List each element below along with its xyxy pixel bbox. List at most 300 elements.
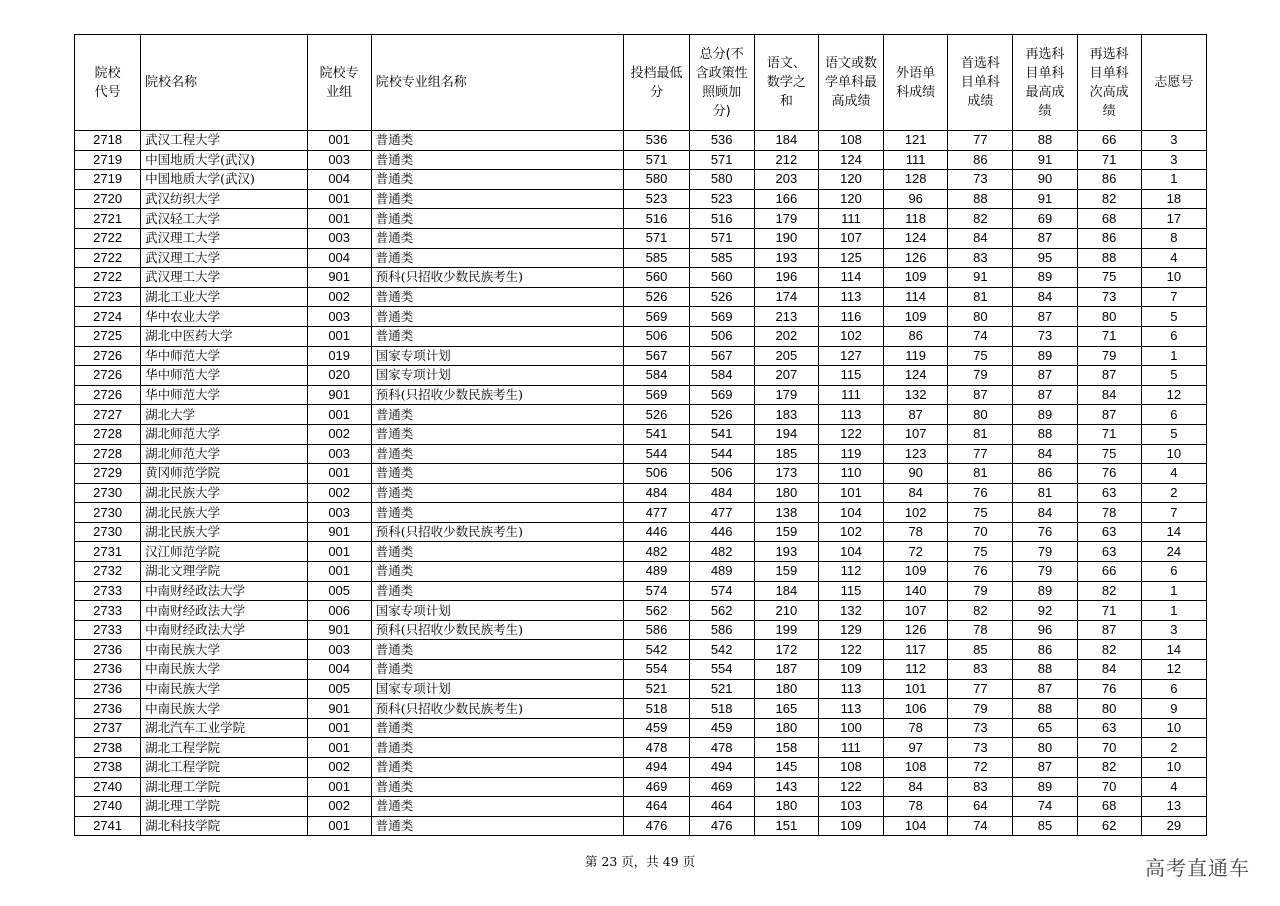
- cell-preference-number: 10: [1141, 758, 1206, 778]
- cell-foreign-language: 112: [884, 660, 948, 680]
- cell-group-code: 004: [307, 170, 371, 190]
- cell-first-choice-subject: 86: [948, 150, 1013, 170]
- cell-chinese-math-sum: 138: [754, 503, 818, 523]
- cell-total-score: 571: [689, 228, 754, 248]
- cell-preference-number: 10: [1141, 718, 1206, 738]
- cell-reselect-second: 82: [1077, 640, 1141, 660]
- table-row: [75, 287, 1207, 307]
- cell-school-code: 2733: [75, 620, 141, 640]
- cell-first-choice-subject: 70: [948, 522, 1013, 542]
- cell-group-code: 020: [307, 366, 371, 386]
- table-row: [75, 816, 1207, 836]
- cell-school-name: 华中师范大学: [141, 366, 307, 386]
- cell-school-name: 湖北师范大学: [141, 424, 307, 444]
- cell-min-score: 476: [624, 816, 689, 836]
- cell-foreign-language: 126: [884, 620, 948, 640]
- table-row: [75, 405, 1207, 425]
- cell-group-name: 国家专项计划: [371, 679, 624, 699]
- cell-max-single-subject: 119: [818, 444, 883, 464]
- cell-group-code: 002: [307, 758, 371, 778]
- cell-school-code: 2738: [75, 758, 141, 778]
- table-row: [75, 268, 1207, 288]
- cell-first-choice-subject: 85: [948, 640, 1013, 660]
- cell-school-code: 2723: [75, 287, 141, 307]
- cell-school-code: 2720: [75, 189, 141, 209]
- cell-max-single-subject: 109: [818, 660, 883, 680]
- cell-group-code: 001: [307, 131, 371, 151]
- cell-group-name: 普通类: [371, 562, 624, 582]
- cell-first-choice-subject: 81: [948, 464, 1013, 484]
- cell-school-name: 中南民族大学: [141, 679, 307, 699]
- cell-school-code: 2719: [75, 170, 141, 190]
- cell-total-score: 516: [689, 209, 754, 229]
- cell-min-score: 584: [624, 366, 689, 386]
- cell-school-name: 中国地质大学(武汉): [141, 170, 307, 190]
- cell-group-code: 001: [307, 405, 371, 425]
- cell-total-score: 585: [689, 248, 754, 268]
- cell-group-code: 001: [307, 562, 371, 582]
- cell-preference-number: 10: [1141, 444, 1206, 464]
- cell-min-score: 562: [624, 601, 689, 621]
- cell-school-name: 湖北汽车工业学院: [141, 718, 307, 738]
- cell-reselect-second: 86: [1077, 170, 1141, 190]
- cell-max-single-subject: 120: [818, 170, 883, 190]
- cell-first-choice-subject: 82: [948, 601, 1013, 621]
- cell-chinese-math-sum: 187: [754, 660, 818, 680]
- cell-max-single-subject: 111: [818, 385, 883, 405]
- cell-foreign-language: 102: [884, 503, 948, 523]
- cell-chinese-math-sum: 184: [754, 131, 818, 151]
- cell-school-code: 2733: [75, 601, 141, 621]
- cell-foreign-language: 123: [884, 444, 948, 464]
- cell-total-score: 446: [689, 522, 754, 542]
- cell-total-score: 476: [689, 816, 754, 836]
- cell-first-choice-subject: 73: [948, 170, 1013, 190]
- cell-total-score: 554: [689, 660, 754, 680]
- cell-preference-number: 3: [1141, 131, 1206, 151]
- cell-min-score: 482: [624, 542, 689, 562]
- cell-school-name: 湖北科技学院: [141, 816, 307, 836]
- page-footer: 第 23 页，共 49 页: [584, 854, 696, 869]
- cell-school-name: 湖北工业大学: [141, 287, 307, 307]
- cell-first-choice-subject: 74: [948, 816, 1013, 836]
- cell-min-score: 478: [624, 738, 689, 758]
- cell-max-single-subject: 101: [818, 483, 883, 503]
- table-row: [75, 170, 1207, 190]
- cell-first-choice-subject: 80: [948, 405, 1013, 425]
- cell-foreign-language: 114: [884, 287, 948, 307]
- cell-total-score: 482: [689, 542, 754, 562]
- cell-first-choice-subject: 77: [948, 679, 1013, 699]
- cell-total-score: 526: [689, 405, 754, 425]
- cell-min-score: 446: [624, 522, 689, 542]
- cell-min-score: 469: [624, 777, 689, 797]
- cell-reselect-highest: 89: [1013, 777, 1077, 797]
- cell-min-score: 541: [624, 424, 689, 444]
- cell-total-score: 571: [689, 150, 754, 170]
- cell-preference-number: 4: [1141, 777, 1206, 797]
- cell-group-name: 普通类: [371, 170, 624, 190]
- cell-preference-number: 12: [1141, 660, 1206, 680]
- cell-school-code: 2722: [75, 268, 141, 288]
- cell-first-choice-subject: 77: [948, 131, 1013, 151]
- cell-total-score: 489: [689, 562, 754, 582]
- cell-first-choice-subject: 75: [948, 503, 1013, 523]
- cell-reselect-second: 87: [1077, 366, 1141, 386]
- cell-group-name: 国家专项计划: [371, 346, 624, 366]
- cell-max-single-subject: 111: [818, 209, 883, 229]
- cell-school-code: 2722: [75, 248, 141, 268]
- cell-foreign-language: 121: [884, 131, 948, 151]
- cell-max-single-subject: 113: [818, 699, 883, 719]
- cell-preference-number: 13: [1141, 797, 1206, 817]
- cell-group-name: 普通类: [371, 640, 624, 660]
- cell-chinese-math-sum: 207: [754, 366, 818, 386]
- cell-foreign-language: 106: [884, 699, 948, 719]
- cell-min-score: 523: [624, 189, 689, 209]
- cell-first-choice-subject: 79: [948, 581, 1013, 601]
- cell-max-single-subject: 122: [818, 777, 883, 797]
- cell-max-single-subject: 104: [818, 542, 883, 562]
- cell-reselect-second: 63: [1077, 522, 1141, 542]
- cell-foreign-language: 109: [884, 268, 948, 288]
- table-row: [75, 385, 1207, 405]
- cell-chinese-math-sum: 205: [754, 346, 818, 366]
- cell-reselect-second: 75: [1077, 268, 1141, 288]
- cell-foreign-language: 90: [884, 464, 948, 484]
- cell-reselect-second: 63: [1077, 718, 1141, 738]
- cell-foreign-language: 108: [884, 758, 948, 778]
- cell-group-name: 预科(只招收少数民族考生): [371, 620, 624, 640]
- cell-group-name: 普通类: [371, 464, 624, 484]
- cell-preference-number: 5: [1141, 366, 1206, 386]
- cell-group-name: 预科(只招收少数民族考生): [371, 699, 624, 719]
- cell-group-code: 003: [307, 503, 371, 523]
- cell-preference-number: 5: [1141, 424, 1206, 444]
- cell-chinese-math-sum: 193: [754, 248, 818, 268]
- cell-min-score: 489: [624, 562, 689, 582]
- cell-preference-number: 4: [1141, 464, 1206, 484]
- table-row: [75, 522, 1207, 542]
- cell-min-score: 586: [624, 620, 689, 640]
- table-row: [75, 562, 1207, 582]
- cell-max-single-subject: 104: [818, 503, 883, 523]
- cell-reselect-second: 82: [1077, 189, 1141, 209]
- table-row: [75, 797, 1207, 817]
- cell-reselect-second: 75: [1077, 444, 1141, 464]
- admission-table: [74, 34, 1207, 836]
- cell-max-single-subject: 111: [818, 738, 883, 758]
- cell-min-score: 464: [624, 797, 689, 817]
- cell-total-score: 526: [689, 287, 754, 307]
- cell-first-choice-subject: 72: [948, 758, 1013, 778]
- table-row: [75, 718, 1207, 738]
- table-row: [75, 679, 1207, 699]
- cell-first-choice-subject: 74: [948, 326, 1013, 346]
- cell-school-name: 武汉理工大学: [141, 248, 307, 268]
- cell-reselect-highest: 84: [1013, 444, 1077, 464]
- header-school-name: 院校名称: [141, 35, 307, 131]
- cell-group-code: 001: [307, 738, 371, 758]
- cell-preference-number: 3: [1141, 150, 1206, 170]
- cell-group-code: 002: [307, 287, 371, 307]
- cell-group-code: 001: [307, 816, 371, 836]
- cell-chinese-math-sum: 199: [754, 620, 818, 640]
- cell-first-choice-subject: 79: [948, 699, 1013, 719]
- cell-school-code: 2740: [75, 797, 141, 817]
- cell-chinese-math-sum: 196: [754, 268, 818, 288]
- cell-school-name: 湖北大学: [141, 405, 307, 425]
- cell-school-name: 黄冈师范学院: [141, 464, 307, 484]
- cell-group-name: 普通类: [371, 424, 624, 444]
- cell-chinese-math-sum: 166: [754, 189, 818, 209]
- cell-school-code: 2740: [75, 777, 141, 797]
- cell-chinese-math-sum: 202: [754, 326, 818, 346]
- cell-reselect-highest: 88: [1013, 131, 1077, 151]
- cell-reselect-second: 82: [1077, 581, 1141, 601]
- cell-group-name: 普通类: [371, 405, 624, 425]
- table-row: [75, 464, 1207, 484]
- cell-school-code: 2730: [75, 503, 141, 523]
- cell-preference-number: 7: [1141, 287, 1206, 307]
- cell-first-choice-subject: 88: [948, 189, 1013, 209]
- table-row: [75, 758, 1207, 778]
- cell-reselect-second: 87: [1077, 620, 1141, 640]
- cell-min-score: 526: [624, 405, 689, 425]
- cell-reselect-highest: 74: [1013, 797, 1077, 817]
- cell-reselect-highest: 69: [1013, 209, 1077, 229]
- cell-group-code: 003: [307, 640, 371, 660]
- cell-reselect-highest: 87: [1013, 307, 1077, 327]
- table-row: [75, 326, 1207, 346]
- cell-min-score: 518: [624, 699, 689, 719]
- cell-reselect-second: 62: [1077, 816, 1141, 836]
- cell-school-name: 湖北文理学院: [141, 562, 307, 582]
- cell-school-code: 2736: [75, 679, 141, 699]
- cell-total-score: 484: [689, 483, 754, 503]
- cell-max-single-subject: 116: [818, 307, 883, 327]
- cell-min-score: 506: [624, 326, 689, 346]
- cell-group-name: 普通类: [371, 777, 624, 797]
- cell-foreign-language: 96: [884, 189, 948, 209]
- cell-reselect-highest: 76: [1013, 522, 1077, 542]
- cell-total-score: 518: [689, 699, 754, 719]
- cell-group-name: 普通类: [371, 581, 624, 601]
- cell-reselect-highest: 89: [1013, 405, 1077, 425]
- cell-reselect-highest: 92: [1013, 601, 1077, 621]
- cell-total-score: 574: [689, 581, 754, 601]
- cell-preference-number: 7: [1141, 503, 1206, 523]
- cell-min-score: 521: [624, 679, 689, 699]
- cell-reselect-highest: 91: [1013, 189, 1077, 209]
- cell-school-name: 中南财经政法大学: [141, 601, 307, 621]
- cell-school-name: 中国地质大学(武汉): [141, 150, 307, 170]
- cell-max-single-subject: 129: [818, 620, 883, 640]
- cell-group-code: 901: [307, 268, 371, 288]
- cell-chinese-math-sum: 183: [754, 405, 818, 425]
- cell-school-name: 武汉工程大学: [141, 131, 307, 151]
- cell-max-single-subject: 103: [818, 797, 883, 817]
- cell-group-name: 普通类: [371, 150, 624, 170]
- cell-reselect-highest: 79: [1013, 542, 1077, 562]
- cell-group-code: 001: [307, 542, 371, 562]
- cell-school-name: 湖北理工学院: [141, 777, 307, 797]
- cell-group-name: 普通类: [371, 444, 624, 464]
- cell-group-name: 普通类: [371, 660, 624, 680]
- cell-chinese-math-sum: 185: [754, 444, 818, 464]
- cell-group-code: 001: [307, 189, 371, 209]
- table-row: [75, 131, 1207, 151]
- cell-max-single-subject: 108: [818, 131, 883, 151]
- cell-foreign-language: 72: [884, 542, 948, 562]
- cell-first-choice-subject: 83: [948, 248, 1013, 268]
- cell-school-code: 2738: [75, 738, 141, 758]
- cell-reselect-highest: 89: [1013, 268, 1077, 288]
- cell-school-name: 湖北工程学院: [141, 758, 307, 778]
- cell-group-name: 普通类: [371, 307, 624, 327]
- cell-total-score: 569: [689, 307, 754, 327]
- cell-chinese-math-sum: 143: [754, 777, 818, 797]
- cell-group-name: 普通类: [371, 248, 624, 268]
- cell-min-score: 542: [624, 640, 689, 660]
- cell-school-code: 2726: [75, 385, 141, 405]
- cell-reselect-second: 66: [1077, 562, 1141, 582]
- cell-reselect-highest: 90: [1013, 170, 1077, 190]
- cell-school-code: 2726: [75, 346, 141, 366]
- cell-min-score: 567: [624, 346, 689, 366]
- cell-min-score: 585: [624, 248, 689, 268]
- cell-min-score: 536: [624, 131, 689, 151]
- cell-group-name: 普通类: [371, 287, 624, 307]
- cell-foreign-language: 132: [884, 385, 948, 405]
- cell-min-score: 571: [624, 228, 689, 248]
- cell-min-score: 484: [624, 483, 689, 503]
- cell-group-code: 004: [307, 248, 371, 268]
- cell-min-score: 459: [624, 718, 689, 738]
- cell-total-score: 464: [689, 797, 754, 817]
- cell-preference-number: 1: [1141, 346, 1206, 366]
- cell-total-score: 477: [689, 503, 754, 523]
- table-row: [75, 581, 1207, 601]
- cell-school-code: 2736: [75, 660, 141, 680]
- cell-total-score: 544: [689, 444, 754, 464]
- cell-preference-number: 6: [1141, 679, 1206, 699]
- cell-max-single-subject: 113: [818, 287, 883, 307]
- cell-group-name: 国家专项计划: [371, 601, 624, 621]
- cell-first-choice-subject: 84: [948, 228, 1013, 248]
- cell-school-code: 2722: [75, 228, 141, 248]
- header-max-single-subject: 语文或数学单科最高成绩: [818, 35, 883, 131]
- header-reselect-highest: 再选科目单科最高成绩: [1013, 35, 1077, 131]
- header-preference-number: 志愿号: [1141, 35, 1206, 131]
- cell-reselect-second: 68: [1077, 209, 1141, 229]
- cell-total-score: 569: [689, 385, 754, 405]
- cell-total-score: 542: [689, 640, 754, 660]
- cell-preference-number: 8: [1141, 228, 1206, 248]
- cell-group-name: 普通类: [371, 228, 624, 248]
- cell-group-code: 002: [307, 424, 371, 444]
- cell-foreign-language: 78: [884, 522, 948, 542]
- table-row: [75, 483, 1207, 503]
- cell-reselect-highest: 86: [1013, 464, 1077, 484]
- cell-reselect-second: 71: [1077, 601, 1141, 621]
- cell-first-choice-subject: 75: [948, 542, 1013, 562]
- cell-reselect-highest: 87: [1013, 385, 1077, 405]
- cell-school-code: 2719: [75, 150, 141, 170]
- cell-reselect-highest: 95: [1013, 248, 1077, 268]
- cell-first-choice-subject: 81: [948, 424, 1013, 444]
- cell-max-single-subject: 113: [818, 405, 883, 425]
- cell-reselect-highest: 89: [1013, 581, 1077, 601]
- cell-group-name: 普通类: [371, 797, 624, 817]
- cell-preference-number: 6: [1141, 405, 1206, 425]
- cell-total-score: 586: [689, 620, 754, 640]
- header-min-score: 投档最低分: [624, 35, 689, 131]
- cell-chinese-math-sum: 159: [754, 522, 818, 542]
- cell-foreign-language: 104: [884, 816, 948, 836]
- cell-first-choice-subject: 73: [948, 738, 1013, 758]
- cell-min-score: 569: [624, 307, 689, 327]
- cell-school-code: 2727: [75, 405, 141, 425]
- cell-max-single-subject: 114: [818, 268, 883, 288]
- cell-chinese-math-sum: 172: [754, 640, 818, 660]
- cell-reselect-second: 71: [1077, 326, 1141, 346]
- cell-school-code: 2732: [75, 562, 141, 582]
- cell-reselect-highest: 88: [1013, 699, 1077, 719]
- cell-total-score: 580: [689, 170, 754, 190]
- cell-chinese-math-sum: 173: [754, 464, 818, 484]
- cell-group-code: 001: [307, 718, 371, 738]
- cell-reselect-highest: 91: [1013, 150, 1077, 170]
- cell-first-choice-subject: 82: [948, 209, 1013, 229]
- cell-reselect-second: 71: [1077, 424, 1141, 444]
- cell-reselect-highest: 81: [1013, 483, 1077, 503]
- cell-group-name: 普通类: [371, 738, 624, 758]
- cell-reselect-second: 86: [1077, 228, 1141, 248]
- cell-preference-number: 5: [1141, 307, 1206, 327]
- cell-reselect-second: 84: [1077, 385, 1141, 405]
- cell-reselect-second: 66: [1077, 131, 1141, 151]
- cell-group-name: 普通类: [371, 189, 624, 209]
- cell-group-name: 普通类: [371, 503, 624, 523]
- cell-reselect-second: 79: [1077, 346, 1141, 366]
- cell-school-name: 武汉纺织大学: [141, 189, 307, 209]
- cell-school-code: 2741: [75, 816, 141, 836]
- cell-chinese-math-sum: 151: [754, 816, 818, 836]
- cell-chinese-math-sum: 180: [754, 797, 818, 817]
- cell-group-name: 预科(只招收少数民族考生): [371, 522, 624, 542]
- cell-group-code: 001: [307, 209, 371, 229]
- header-group-name: 院校专业组名称: [371, 35, 624, 131]
- cell-preference-number: 24: [1141, 542, 1206, 562]
- cell-min-score: 571: [624, 150, 689, 170]
- cell-foreign-language: 109: [884, 307, 948, 327]
- table-row: [75, 366, 1207, 386]
- cell-max-single-subject: 110: [818, 464, 883, 484]
- cell-school-code: 2724: [75, 307, 141, 327]
- cell-chinese-math-sum: 180: [754, 718, 818, 738]
- cell-foreign-language: 124: [884, 228, 948, 248]
- cell-chinese-math-sum: 159: [754, 562, 818, 582]
- table-row: [75, 738, 1207, 758]
- cell-preference-number: 12: [1141, 385, 1206, 405]
- cell-min-score: 526: [624, 287, 689, 307]
- cell-foreign-language: 86: [884, 326, 948, 346]
- cell-reselect-second: 80: [1077, 699, 1141, 719]
- cell-min-score: 560: [624, 268, 689, 288]
- cell-max-single-subject: 132: [818, 601, 883, 621]
- cell-school-code: 2737: [75, 718, 141, 738]
